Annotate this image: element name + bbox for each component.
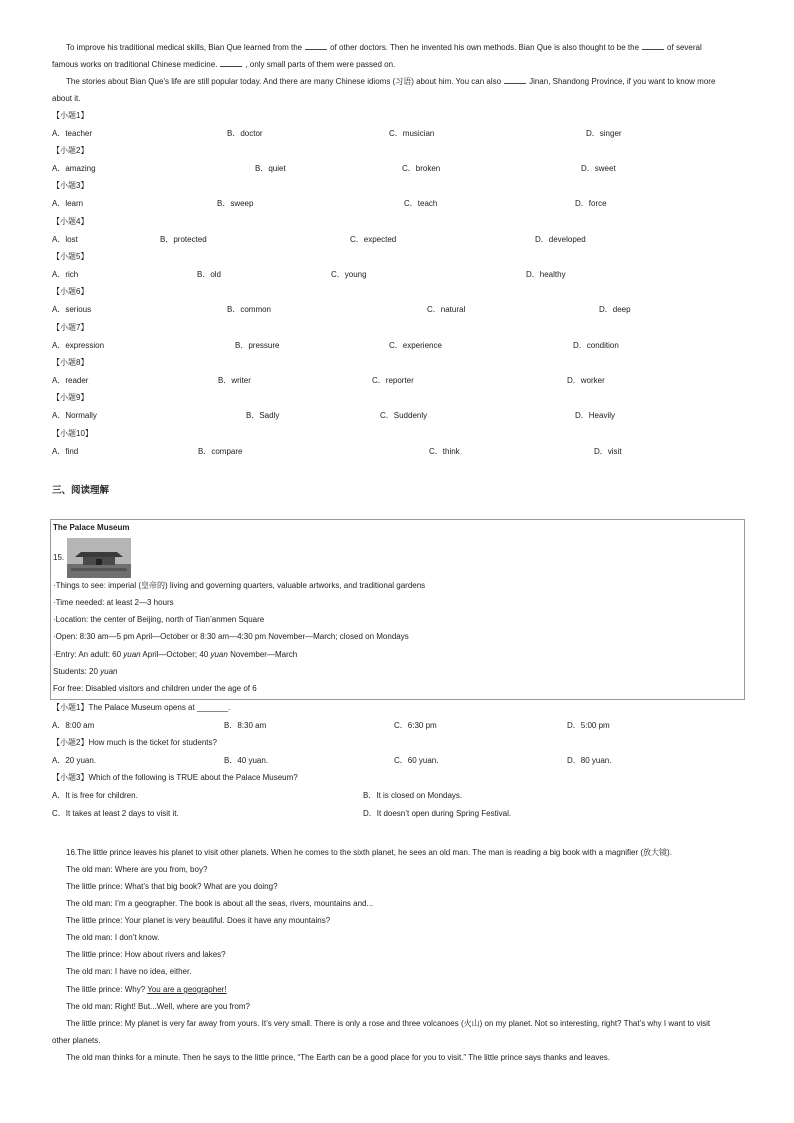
option[interactable]: D．worker — [567, 376, 605, 385]
question-tag: 【小题3】 — [52, 181, 89, 190]
option[interactable]: D．visit — [594, 447, 622, 456]
question-tag: 【小题6】 — [52, 287, 89, 296]
options-row — [0, 720, 794, 732]
option[interactable]: A．It is free for children. — [52, 791, 138, 800]
options-row — [0, 304, 794, 316]
museum-info-box — [50, 519, 745, 700]
option[interactable]: D．singer — [586, 129, 622, 138]
dialogue-line: The old man: Right! But...Well, where are you from? — [66, 1002, 250, 1011]
options-row — [0, 375, 794, 387]
option[interactable]: D．condition — [573, 341, 619, 350]
options-row — [0, 163, 794, 175]
option[interactable]: D．healthy — [526, 270, 566, 279]
passage-text: Jinan, Shandong Province, if you want to know more — [529, 77, 716, 86]
students-text: Students: 20 — [53, 667, 98, 676]
option[interactable]: A．teacher — [52, 129, 93, 138]
question-tag: 【小题5】 — [52, 252, 89, 261]
question-tag: 【小题7】 — [52, 323, 89, 332]
dialogue-line: The old man: I have no idea, either. — [66, 967, 192, 976]
option[interactable]: B．8:30 am — [224, 721, 267, 730]
option[interactable]: D．developed — [535, 235, 586, 244]
option[interactable]: B．common — [227, 305, 272, 314]
museum-open: ·Open: 8:30 am—5 pm April—October or 8:30 am—4:30 pm November—March; closed on Mondays — [53, 632, 409, 641]
option[interactable]: D．force — [575, 199, 607, 208]
option[interactable]: C．musician — [389, 129, 435, 138]
option[interactable]: C．experience — [389, 341, 442, 350]
passage-line — [66, 41, 756, 54]
story-ending: The old man thinks for a minute. Then he says to the little prince, “The Earth can be a good place for you to visit.” The little prince says thanks and leaves. — [66, 1053, 610, 1062]
option[interactable]: B．It is closed on Mondays. — [363, 791, 463, 800]
underlined-sentence: You are a geographer! — [147, 985, 227, 994]
option[interactable]: B．compare — [198, 447, 243, 456]
option[interactable]: B．old — [197, 270, 222, 279]
passage-text: famous works on traditional Chinese medicine. — [52, 60, 218, 69]
question-tag: 【小题9】 — [52, 393, 89, 402]
option[interactable]: C．young — [331, 270, 367, 279]
option[interactable]: D．deep — [599, 305, 631, 314]
dialogue-line: The old man: I don’t know. — [66, 933, 160, 942]
museum-time: ·Time needed: at least 2—3 hours — [53, 598, 174, 607]
options-row — [0, 410, 794, 422]
option[interactable]: A．learn — [52, 199, 84, 208]
question-tag: 【小题2】 — [52, 146, 89, 155]
option[interactable]: A．20 yuan. — [52, 756, 97, 765]
option[interactable]: D．80 yuan. — [567, 756, 612, 765]
yuan-text: yuan — [210, 650, 228, 659]
passage-line — [52, 58, 742, 71]
options-row — [0, 755, 794, 767]
options-row — [0, 234, 794, 246]
museum-question-3: 【小题3】Which of the following is TRUE about the Palace Museum? — [52, 773, 298, 782]
palace-museum-photo — [67, 538, 131, 578]
section-title: 三、阅读理解 — [52, 485, 110, 496]
option[interactable]: C．It takes at least 2 days to visit it. — [52, 809, 179, 818]
option[interactable]: A．amazing — [52, 164, 96, 173]
dialogue-text: The little prince: Why? — [66, 985, 146, 994]
entry-text: ·Entry: An adult: 60 — [53, 650, 122, 659]
option[interactable]: A．serious — [52, 305, 92, 314]
option[interactable]: B．Sadly — [246, 411, 280, 420]
museum-location: ·Location: the center of Beijing, north of Tian’anmen Square — [53, 615, 265, 624]
entry-text: April—October; 40 — [142, 650, 209, 659]
option[interactable]: C．Suddenly — [380, 411, 428, 420]
museum-students — [53, 666, 118, 678]
passage-text: To improve his traditional medical skills, Bian Que learned from the — [66, 43, 303, 52]
question-tag: 【小题1】 — [52, 111, 89, 120]
option[interactable]: A．lost — [52, 235, 78, 244]
museum-question-2: 【小题2】How much is the ticket for students? — [52, 738, 217, 747]
museum-question-1: 【小题1】The Palace Museum opens at _______. — [52, 703, 231, 712]
option[interactable]: C．60 yuan. — [394, 756, 439, 765]
dialogue-line — [66, 984, 756, 996]
story-intro: 16.The little prince leaves his planet to visit other planets. When he comes to the sixth planet, he sees an old man. The man is reading a big book with a magnifier (放大镜). — [66, 848, 672, 857]
museum-title: The Palace Museum — [53, 523, 130, 532]
passage-line — [66, 75, 756, 88]
yuan-text: yuan — [100, 667, 118, 676]
option[interactable]: C．6:30 pm — [394, 721, 437, 730]
yuan-text: yuan — [123, 650, 141, 659]
option[interactable]: D．5:00 pm — [567, 721, 610, 730]
options-row — [0, 128, 794, 140]
passage-text: The stories about Bian Que’s life are still popular today. And there are many Chinese idioms (习语) about him. You can also — [66, 77, 502, 86]
blank — [305, 41, 327, 50]
dialogue-line: The old man: I’m a geographer. The book is about all the seas, rivers, mountains and... — [66, 899, 374, 908]
option[interactable]: A．Normally — [52, 411, 97, 420]
option[interactable]: B．pressure — [235, 341, 280, 350]
option[interactable]: C．broken — [402, 164, 441, 173]
option[interactable]: A．8:00 am — [52, 721, 95, 730]
option[interactable]: A．rich — [52, 270, 79, 279]
options-row — [0, 790, 794, 802]
option[interactable]: B．doctor — [227, 129, 263, 138]
option[interactable]: B．sweep — [217, 199, 254, 208]
option[interactable]: C．teach — [404, 199, 438, 208]
museum-things: ·Things to see: imperial (皇帝的) living and governing quarters, valuable artworks, and traditional gardens — [53, 581, 426, 590]
option[interactable]: B．writer — [218, 376, 251, 385]
dialogue-line: The little prince: How about rivers and lakes? — [66, 950, 226, 959]
options-row — [0, 269, 794, 281]
passage-text: of other doctors. Then he invented his own methods. Bian Que is also thought to be the — [330, 43, 640, 52]
dialogue-line: The old man: Where are you from, boy? — [66, 865, 208, 874]
question-tag: 【小题8】 — [52, 358, 89, 367]
option[interactable]: D．sweet — [581, 164, 616, 173]
option[interactable]: A．find — [52, 447, 79, 456]
option[interactable]: A．expression — [52, 341, 105, 350]
question-tag: 【小题10】 — [52, 429, 93, 438]
entry-text: November—March — [230, 650, 298, 659]
question-number: 15. — [53, 553, 65, 562]
option[interactable]: A．reader — [52, 376, 89, 385]
option[interactable]: B．40 yuan. — [224, 756, 269, 765]
blank — [220, 58, 242, 67]
question-tag: 【小题4】 — [52, 217, 89, 226]
option[interactable]: C．think — [429, 447, 460, 456]
passage-text: about it. — [52, 94, 81, 103]
option[interactable]: D．It doesn’t open during Spring Festival. — [363, 809, 512, 818]
options-row — [0, 340, 794, 352]
passage-text: of several — [667, 43, 702, 52]
option[interactable]: D．Heavily — [575, 411, 616, 420]
museum-entry — [53, 649, 297, 661]
options-row — [0, 198, 794, 210]
options-row — [0, 446, 794, 458]
dialogue-line: other planets. — [52, 1036, 101, 1045]
dialogue-line: The little prince: My planet is very far away from yours. It’s very small. There is only a rose and three volcanoes (火山) on my planet. Not so interesting, right? That’s why I want to visit — [66, 1019, 711, 1028]
blank — [642, 41, 664, 50]
option[interactable]: C．expected — [350, 235, 397, 244]
option[interactable]: B．quiet — [255, 164, 286, 173]
option[interactable]: C．reporter — [372, 376, 414, 385]
museum-free: For free: Disabled visitors and children under the age of 6 — [53, 684, 257, 693]
passage-text: , only small parts of them were passed on. — [245, 60, 396, 69]
option[interactable]: C．natural — [427, 305, 466, 314]
dialogue-line: The little prince: What’s that big book? What are you doing? — [66, 882, 278, 891]
blank — [504, 75, 526, 84]
option[interactable]: B．protected — [160, 235, 207, 244]
options-row — [0, 808, 794, 820]
dialogue-line: The little prince: Your planet is very beautiful. Does it have any mountains? — [66, 916, 331, 925]
